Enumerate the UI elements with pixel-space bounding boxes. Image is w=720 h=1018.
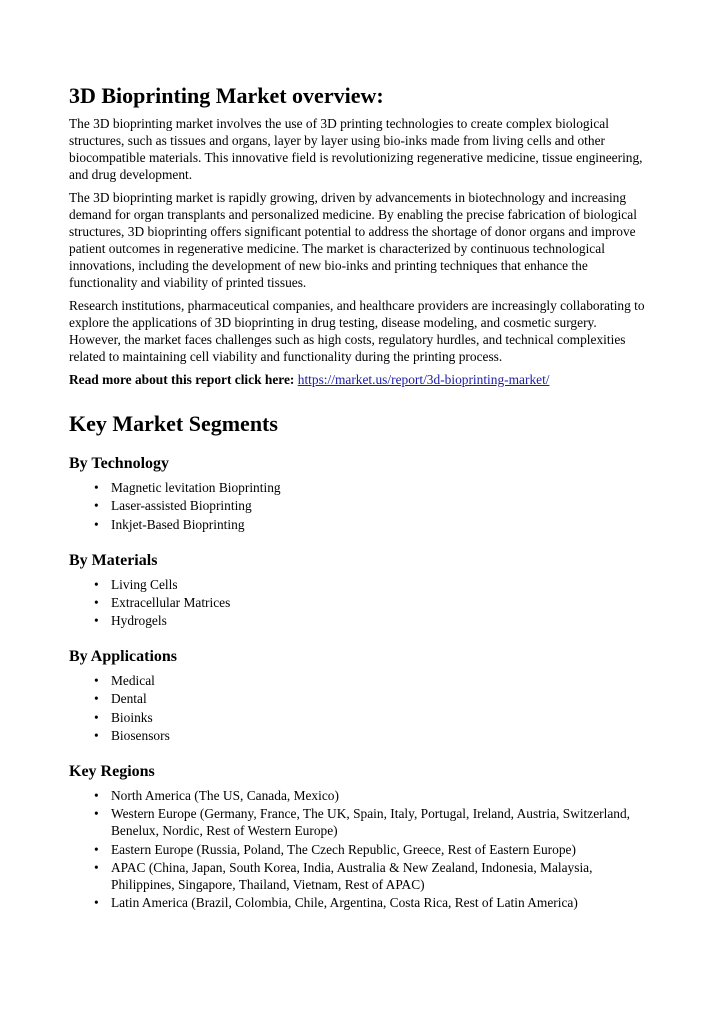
read-more-line (69, 371, 649, 388)
regions-heading: Key Regions (69, 763, 155, 781)
report-link[interactable]: https://market.us/report/3d-bioprinting-market/ (297, 372, 550, 387)
applications-heading: By Applications (69, 648, 178, 666)
list-item: • APAC (China, Japan, South Korea, India, Australia & New Zealand, Indonesia, Malaysia, Philippines, Singapore, Thailand, Vietnam, Rest of APAC) (111, 859, 649, 893)
list-item: • Eastern Europe (Russia, Poland, The Czech Republic, Greece, Rest of Eastern Europe) (111, 841, 649, 858)
read-more-label: Read more about this report click here: (69, 372, 295, 387)
technology-heading: By Technology (69, 455, 170, 472)
regions-list (69, 787, 649, 911)
list-item: • Extracellular Matrices (111, 594, 649, 611)
overview-paragraph-2: The 3D bioprinting market is rapidly growing, driven by advancements in biotechnology and increasing demand for organ transplants and personalized medicine. By enabling the precise fabrication of biological structures, 3D bioprinting offers significant potential to address the shortage of donor organs and improve patient outcomes in regenerative medicine. The market is characterized by continuous technological innovations, including the development of new bio-inks and printing techniques that enhance the functionality and viability of printed tissues. (69, 190, 637, 290)
overview-paragraph-1: The 3D bioprinting market involves the use of 3D printing technologies to create complex biological structures, such as tissues and organs, layer by layer using bio-inks made from living cells and other biocompatible materials. This innovative field is revolutionizing regenerative medicine, tissue engineering, and drug development. (69, 116, 643, 182)
list-item: • Magnetic levitation Bioprinting (111, 479, 649, 496)
document-page (69, 83, 649, 913)
list-item: • Living Cells (111, 576, 649, 593)
list-item: • Biosensors (111, 727, 649, 744)
overview-paragraph-3: Research institutions, pharmaceutical companies, and healthcare providers are increasingly collaborating to explore the applications of 3D bioprinting in drug testing, disease modeling, and cosmetic surgery. However, the market faces challenges such as high costs, regulatory hurdles, and technical complexities related to maintaining cell viability and functionality during the printing process. (69, 298, 645, 364)
materials-list (69, 576, 649, 630)
list-item: • Medical (111, 672, 649, 689)
applications-list (69, 672, 649, 744)
materials-heading: By Materials (69, 551, 158, 569)
list-item: • Laser-assisted Bioprinting (111, 497, 649, 514)
list-item: • Latin America (Brazil, Colombia, Chile, Argentina, Costa Rica, Rest of Latin America) (111, 894, 649, 911)
list-item: • Western Europe (Germany, France, The UK, Spain, Italy, Portugal, Ireland, Austria, Switzerland, Benelux, Nordic, Rest of Western Europe) (111, 805, 649, 839)
segments-title: Key Market Segments (69, 411, 278, 436)
list-item: • Dental (111, 690, 649, 707)
list-item: • Bioinks (111, 709, 649, 726)
list-item: • North America (The US, Canada, Mexico) (111, 787, 649, 804)
list-item: • Inkjet-Based Bioprinting (111, 516, 649, 533)
overview-title: 3D Bioprinting Market overview: (69, 83, 384, 108)
technology-list (69, 479, 649, 533)
list-item: • Hydrogels (111, 612, 649, 629)
